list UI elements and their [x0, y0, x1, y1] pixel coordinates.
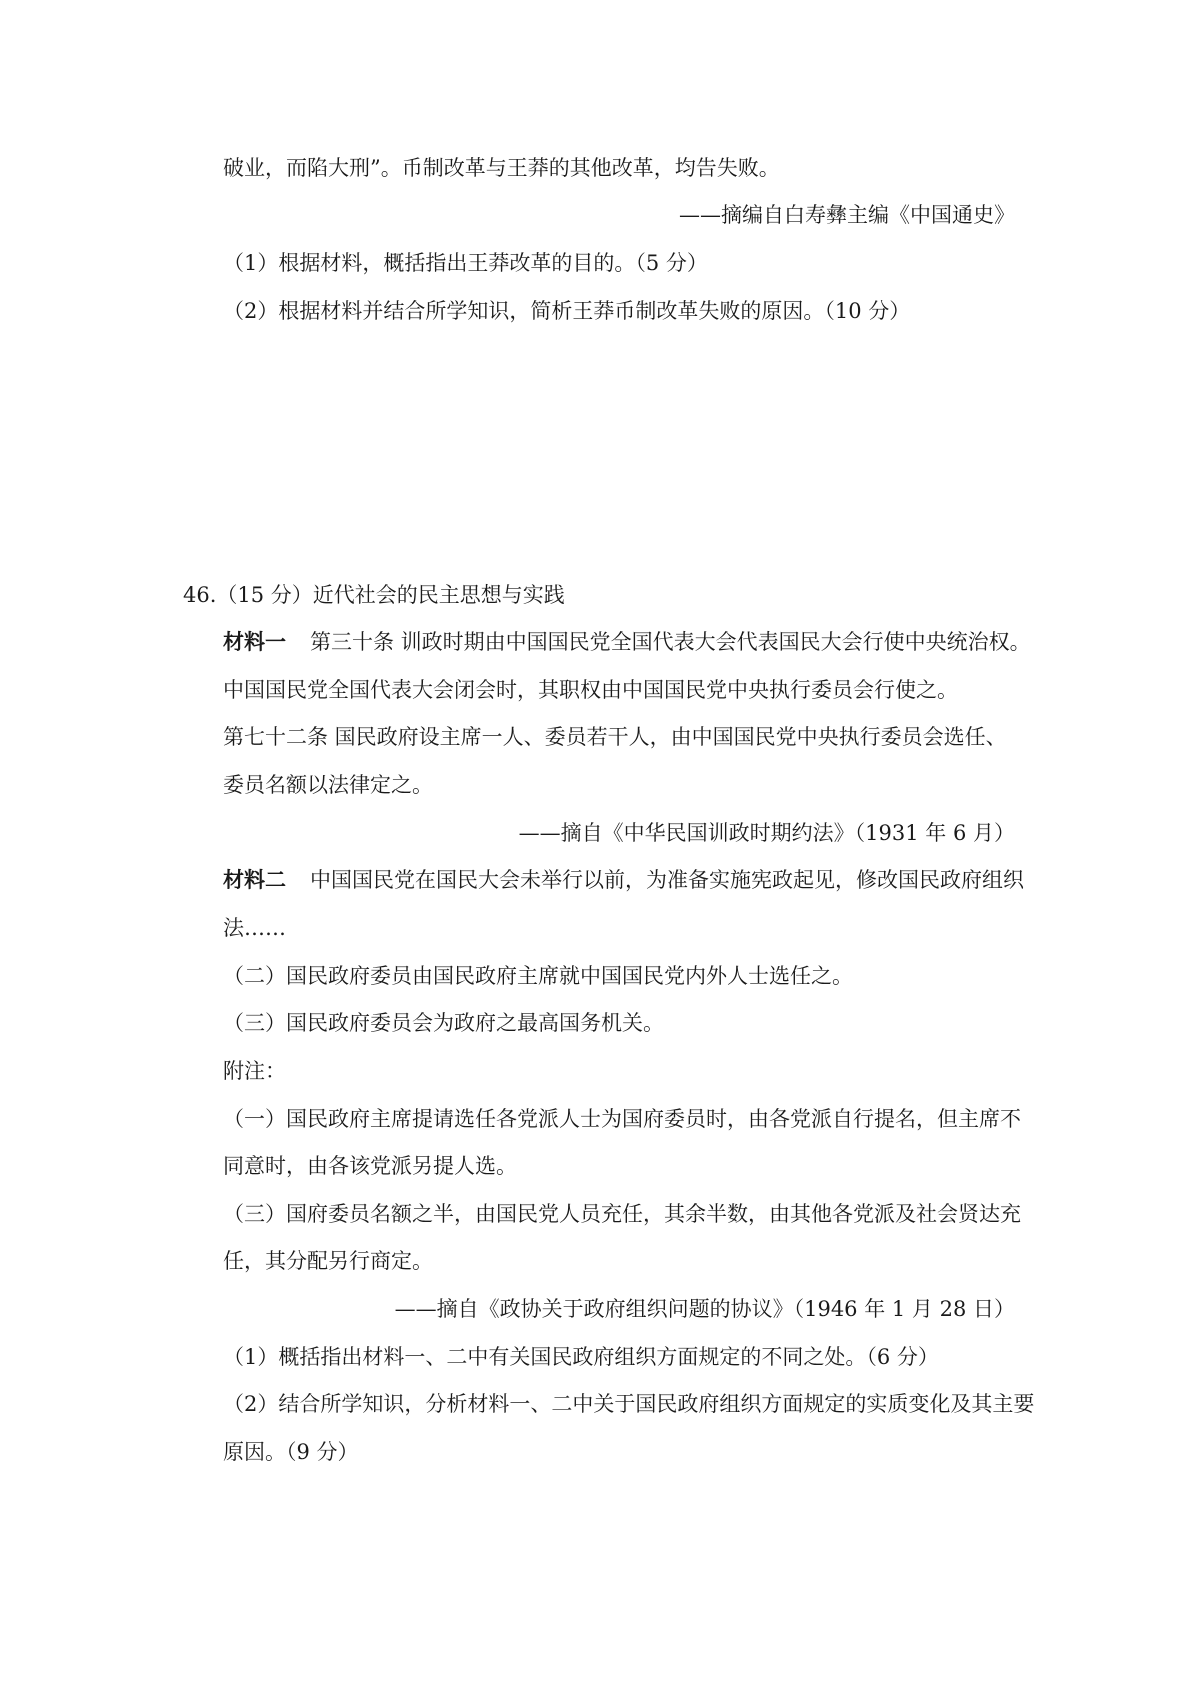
material-line: 任，其分配另行商定。 [223, 1249, 433, 1273]
source-citation: ——摘自《中华民国训政时期约法》（1931 年 6 月） [518, 821, 1015, 845]
material-text: 第三十条 训政时期由中国国民党全国代表大会代表国民大会行使中央统治权。 [310, 630, 1031, 654]
material-line [223, 627, 1031, 657]
material-label: 材料二 [223, 867, 286, 892]
material-line: （二）国民政府委员由国民政府主席就中国国民党内外人士选任之。 [223, 964, 853, 988]
material-line: 附注： [223, 1059, 286, 1083]
source-citation: ——摘编自白寿彝主编《中国通史》 [679, 203, 1015, 227]
source-citation: ——摘自《政协关于政府组织问题的协议》（1946 年 1 月 28 日） [394, 1297, 1015, 1321]
material-text: 中国国民党在国民大会未举行以前，为准备实施宪政起见，修改国民政府组织 [310, 868, 1024, 892]
material-line: 法…… [223, 916, 286, 940]
material-line: 中国国民党全国代表大会闭会时，其职权由中国国民党中央执行委员会行使之。 [223, 678, 958, 702]
question-item: （1）概括指出材料一、二中有关国民政府组织方面规定的不同之处。（6 分） [223, 1345, 939, 1369]
question-item: （2）根据材料并结合所学知识，简析王莽币制改革失败的原因。（10 分） [223, 299, 911, 323]
material-line: （一）国民政府主席提请选任各党派人士为国府委员时，由各党派自行提名，但主席不 [223, 1107, 1021, 1131]
material-line: 委员名额以法律定之。 [223, 773, 433, 797]
material-line: 第七十二条 国民政府设主席一人、委员若干人，由中国国民党中央执行委员会选任、 [223, 725, 1007, 749]
material-line [223, 865, 1024, 895]
continuation-line: 破业，而陷大刑”。币制改革与王莽的其他改革，均告失败。 [223, 156, 780, 180]
material-line: （三）国府委员名额之半，由国民党人员充任，其余半数，由其他各党派及社会贤达充 [223, 1202, 1021, 1226]
question-item: （1）根据材料，概括指出王莽改革的目的。（5 分） [223, 251, 708, 275]
question-heading: 46.（15 分）近代社会的民主思想与实践 [183, 583, 565, 607]
material-line: 同意时，由各该党派另提人选。 [223, 1154, 517, 1178]
material-label: 材料一 [223, 629, 286, 654]
question-item: （2）结合所学知识，分析材料一、二中关于国民政府组织方面规定的实质变化及其主要 [223, 1392, 1035, 1416]
question-item: 原因。（9 分） [223, 1440, 359, 1464]
material-line: （三）国民政府委员会为政府之最高国务机关。 [223, 1011, 664, 1035]
